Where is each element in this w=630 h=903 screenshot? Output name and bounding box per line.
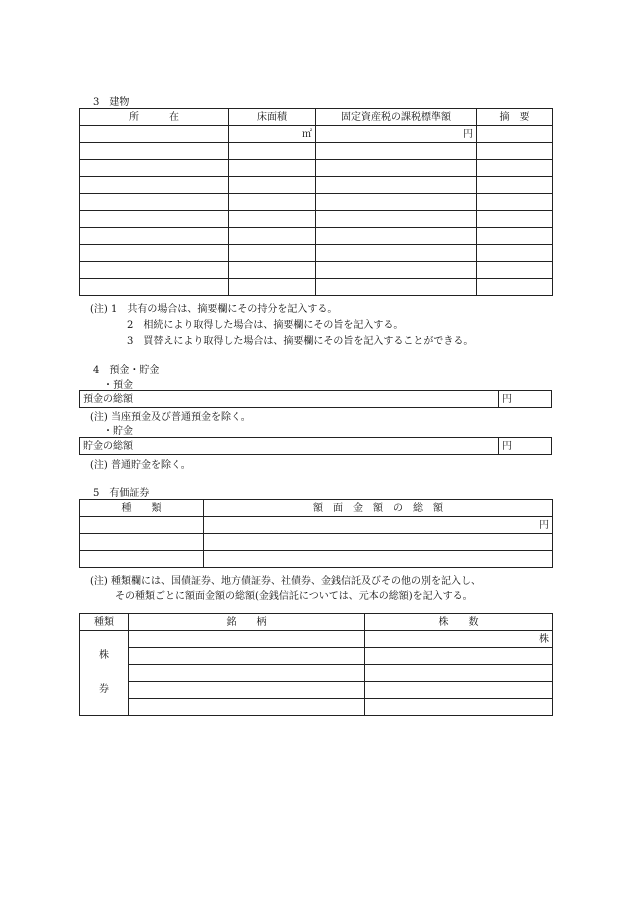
building-table [79, 108, 553, 296]
stock-type-char-1: 株 [99, 650, 109, 661]
section3-note-3: 3 買替えにより取得した場合は、摘要欄にその旨を記入することができる。 [127, 336, 474, 347]
location-cell[interactable] [80, 126, 229, 143]
table-row [80, 262, 553, 279]
header-shares: 株 数 [365, 614, 553, 631]
header-brand: 銘 柄 [129, 614, 365, 631]
deposit-subheading: ・預金 [103, 380, 133, 391]
table-row [80, 551, 553, 568]
table-row [80, 648, 553, 665]
header-tax-base: 固定資産税の課税標準額 [316, 109, 477, 126]
table-row [80, 682, 553, 699]
brand-cell[interactable] [129, 631, 365, 648]
tax-base-cell[interactable]: 円 [316, 126, 477, 143]
table-row [80, 699, 553, 716]
table-row [80, 228, 553, 245]
header-stock-type: 種類 [80, 614, 129, 631]
savings-label: 貯金の総額 [80, 438, 499, 455]
securities-table [79, 499, 553, 568]
savings-note: (注) 普通貯金を除く。 [90, 460, 191, 471]
shares-cell[interactable]: 株 [365, 631, 553, 648]
section3-title: 3 建物 [93, 97, 130, 108]
table-row [80, 534, 553, 551]
table-row [80, 177, 553, 194]
savings-subheading: ・貯金 [103, 426, 133, 437]
table-row [80, 160, 553, 177]
stocks-table [79, 613, 553, 716]
savings-amount[interactable]: 円 [499, 438, 552, 455]
header-face-value: 額 面 金 額 の 総 額 [204, 500, 553, 517]
section4-title: 4 預金・貯金 [93, 365, 160, 376]
stock-type-cell [80, 631, 129, 716]
header-floor-area: 床面積 [229, 109, 316, 126]
deposit-amount[interactable]: 円 [499, 391, 552, 408]
remarks-cell[interactable] [477, 126, 553, 143]
table-row [80, 245, 553, 262]
header-location: 所 在 [80, 109, 229, 126]
deposit-note: (注) 当座預金及び普通預金を除く。 [90, 412, 251, 423]
face-value-cell[interactable]: 円 [204, 517, 553, 534]
savings-table [79, 437, 552, 455]
section5-title: 5 有価証券 [93, 488, 150, 499]
section3-note-2: 2 相続により取得した場合は、摘要欄にその旨を記入する。 [127, 320, 404, 331]
table-row [80, 211, 553, 228]
section5-note-line2: その種類ごとに額面金額の総額(金銭信託については、元本の総額)を記入する。 [115, 591, 473, 602]
type-cell[interactable] [80, 517, 204, 534]
table-row [80, 665, 553, 682]
header-type: 種 類 [80, 500, 204, 517]
table-row [80, 279, 553, 296]
deposit-table [79, 390, 552, 408]
header-remarks: 摘 要 [477, 109, 553, 126]
floor-area-cell[interactable]: ㎡ [229, 126, 316, 143]
deposit-label: 預金の総額 [80, 391, 499, 408]
table-row [80, 143, 553, 160]
table-row [80, 194, 553, 211]
stock-type-char-2: 券 [99, 684, 109, 695]
section3-note-1: (注) 1 共有の場合は、摘要欄にその持分を記入する。 [90, 304, 338, 315]
section5-note-line1: (注) 種類欄には、国債証券、地方債証券、社債券、金銭信託及びその他の別を記入し、 [90, 576, 481, 587]
